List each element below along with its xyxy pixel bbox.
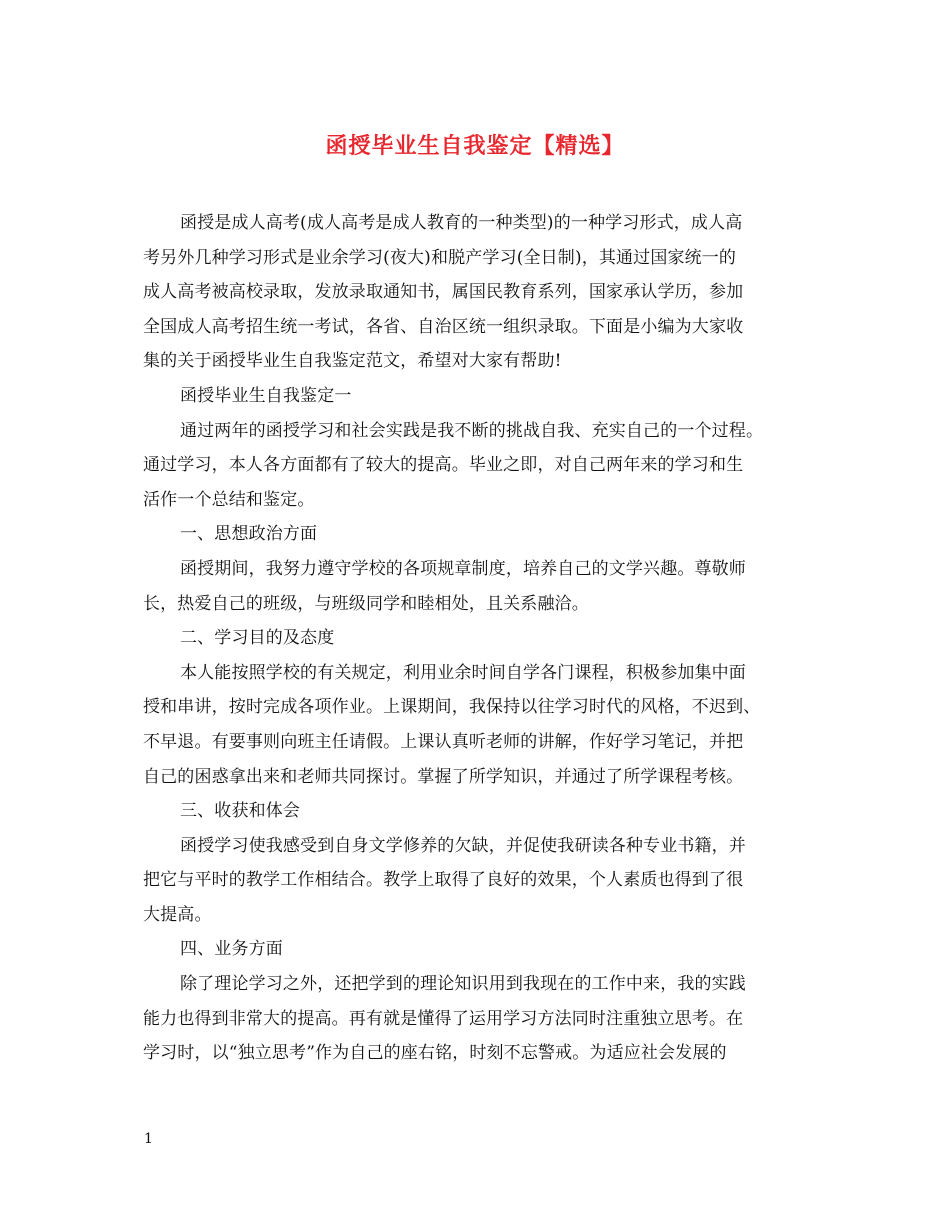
body-line: 成人高考被高校录取，发放录取通知书，属国民教育系列，国家承认学历，参加 — [143, 282, 744, 303]
body-line: 自己的困惑拿出来和老师共同探讨。掌握了所学知识，并通过了所学课程考核。 — [143, 766, 744, 787]
body-line: 大提高。 — [143, 904, 212, 925]
body-line: 二、学习目的及态度 — [180, 628, 335, 649]
body-line: 授和串讲，按时完成各项作业。上课期间，我保持以往学习时代的风格，不迟到、 — [143, 697, 761, 718]
document-body — [143, 206, 815, 1071]
page-number: 1 — [144, 1131, 153, 1147]
body-line: 函授毕业生自我鉴定一 — [180, 385, 352, 406]
body-line: 学习时，以“独立思考”作为自己的座右铭，时刻不忘警戒。为适应社会发展的 — [143, 1043, 727, 1064]
body-line: 能力也得到非常大的提高。再有就是懂得了运用学习方法同时注重独立思考。在 — [143, 1008, 744, 1029]
body-line: 本人能按照学校的有关规定，利用业余时间自学各门课程，积极参加集中面 — [180, 662, 746, 683]
body-line: 集的关于函授毕业生自我鉴定范文，希望对大家有帮助! — [143, 351, 562, 372]
body-line: 函授是成人高考(成人高考是成人教育的一种类型)的一种学习形式，成人高 — [180, 213, 743, 233]
body-line: 活作一个总结和鉴定。 — [143, 489, 315, 510]
body-line: 考另外几种学习形式是业余学习(夜大)和脱产学习(全日制)，其通过国家统一的 — [143, 247, 737, 268]
body-line: 把它与平时的教学工作相结合。教学上取得了良好的效果，个人素质也得到了很 — [143, 870, 744, 891]
body-line: 除了理论学习之外，还把学到的理论知识用到我现在的工作中来，我的实践 — [180, 974, 746, 995]
body-line: 长，热爱自己的班级，与班级同学和睦相处，且关系融洽。 — [143, 593, 589, 614]
body-line: 四、业务方面 — [180, 939, 283, 960]
body-line: 一、思想政治方面 — [180, 524, 318, 545]
body-line: 通过学习，本人各方面都有了较大的提高。毕业之即，对自己两年来的学习和生 — [143, 455, 744, 476]
body-line: 函授期间，我努力遵守学校的各项规章制度，培养自己的文学兴趣。尊敬师 — [180, 558, 746, 579]
body-line: 通过两年的函授学习和社会实践是我不断的挑战自我、充实自己的一个过程。 — [180, 420, 764, 441]
body-line: 函授学习使我感受到自身文学修养的欠缺，并促使我研读各种专业书籍，并 — [180, 835, 746, 856]
body-line: 三、收获和体会 — [180, 801, 301, 822]
document-title: 函授毕业生自我鉴定【精选】 — [325, 133, 625, 159]
body-line: 不早退。有要事则向班主任请假。上课认真听老师的讲解，作好学习笔记，并把 — [143, 731, 744, 752]
body-line: 全国成人高考招生统一考试，各省、自治区统一组织录取。下面是小编为大家收 — [143, 316, 744, 337]
